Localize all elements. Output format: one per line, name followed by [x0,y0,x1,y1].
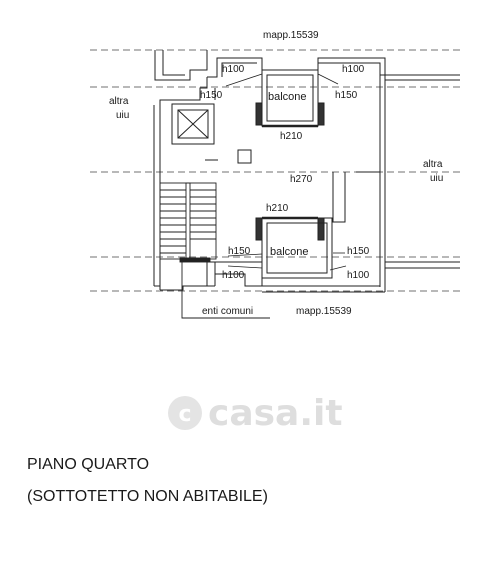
height-label: h150 [347,246,370,257]
neighbor-right-line2: uiu [430,173,444,184]
height-label: h210 [280,131,303,142]
pillar [238,150,251,163]
height-label: h150 [228,246,251,257]
height-label: h150 [335,90,358,101]
room-label-balcony-top: balcone [268,91,307,103]
neighbor-left-line1: altra [109,96,129,107]
room-label-balcony-bottom: balcone [270,246,309,258]
watermark [168,393,343,434]
height-label: h270 [290,174,313,185]
plan-subtitle: (SOTTOTETTO NON ABITABILE) [27,488,268,505]
height-label: h150 [200,90,223,101]
svg-text:c: c [178,402,192,427]
height-label: h100 [222,270,245,281]
parcel-label-bottom: mapp.15539 [296,306,352,317]
height-label: h100 [347,270,370,281]
height-label: h210 [266,203,289,214]
parcel-label-top: mapp.15539 [263,30,319,41]
watermark-text: casa.it [208,393,343,434]
shared-entry-label: enti comuni [202,306,254,317]
elevator-shaft [172,104,218,160]
neighbor-left-line2: uiu [116,110,130,121]
height-label: h100 [342,64,365,75]
staircase [160,183,216,262]
height-label: h100 [222,64,245,75]
plan-title: PIANO QUARTO [27,456,150,473]
neighbor-right-line1: altra [423,159,443,170]
